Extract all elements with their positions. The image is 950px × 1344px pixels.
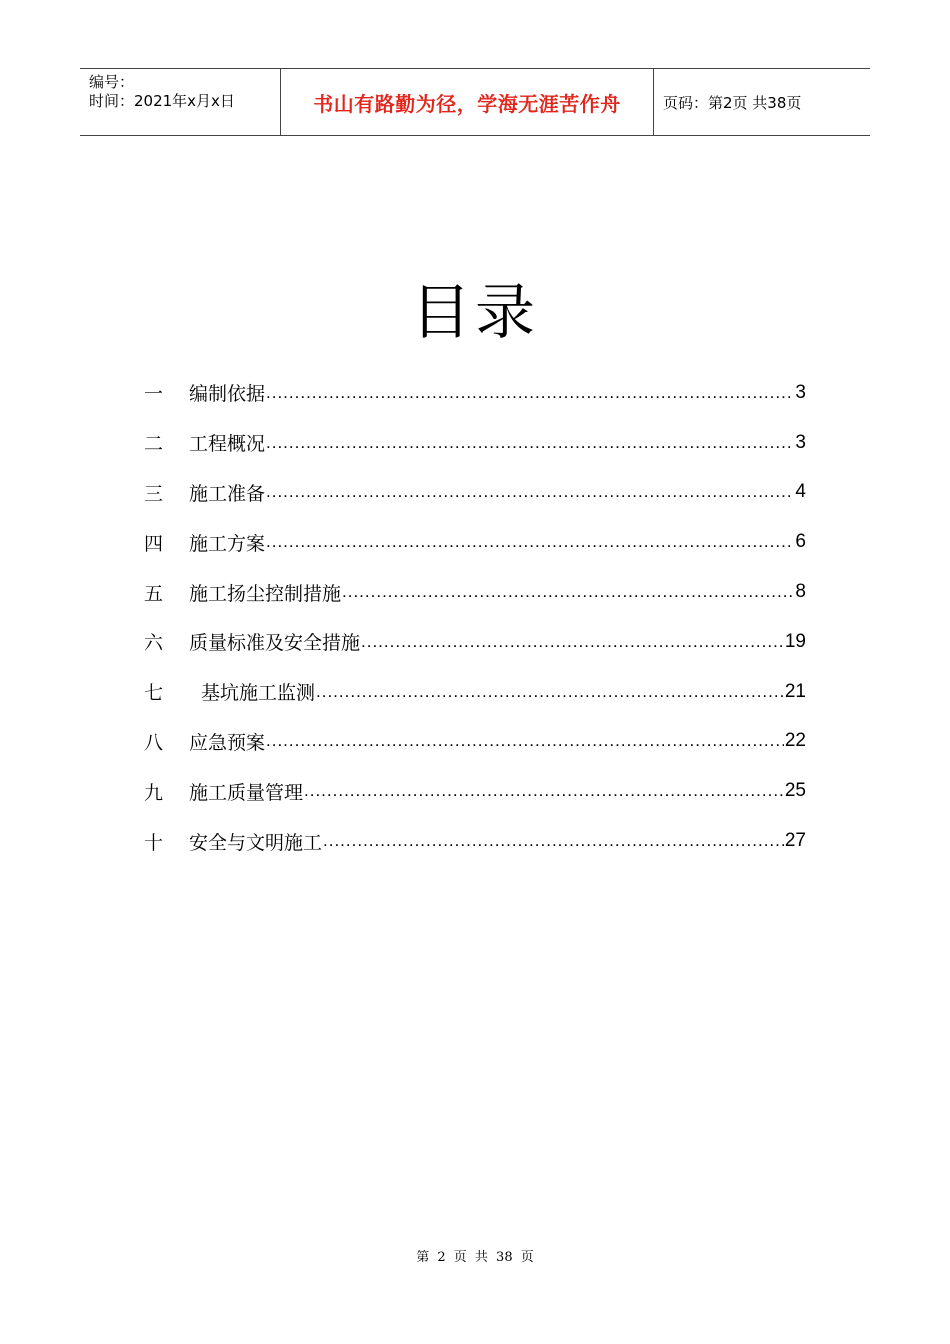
toc-entry[interactable] [144,667,806,717]
toc-entry[interactable] [144,418,806,468]
toc-entry[interactable] [144,766,806,816]
toc-entry[interactable] [144,368,806,418]
toc-entry-number: 九 [144,781,164,804]
toc-dot-leader [266,532,794,552]
toc-entry[interactable] [144,717,806,767]
toc-entry-label: 基坑施工监测 [201,682,316,705]
toc-dot-leader [316,682,784,702]
table-of-contents [144,368,806,866]
header-page-info: 页码：第2页 共38页 [663,93,802,112]
toc-entry-page: 4 [795,481,806,503]
toc-entry-number: 二 [144,433,164,456]
toc-entry-label: 质量标准及安全措施 [189,632,361,655]
document-time-label: 时间：2021年x月x日 [89,92,235,110]
toc-dot-leader [266,731,784,751]
toc-entry-number: 五 [144,582,164,605]
toc-entry-number: 十 [144,831,164,854]
toc-dot-leader [266,383,794,403]
toc-entry[interactable] [144,617,806,667]
toc-entry-number: 六 [144,632,164,655]
header-page-cell [654,69,870,135]
toc-entry-label: 施工准备 [189,482,266,505]
toc-entry-label: 施工扬尘控制措施 [189,582,342,605]
toc-entry-label: 安全与文明施工 [189,831,323,854]
page-header [80,68,870,136]
toc-entry-page: 3 [795,431,806,453]
toc-entry-number: 三 [144,482,164,505]
page-title: 目录 [411,278,539,348]
toc-dot-leader [342,582,794,602]
toc-entry-label: 工程概况 [189,433,266,456]
toc-dot-leader [361,632,784,652]
header-motto: 书山有路勤为径，学海无涯苦作舟 [313,91,621,116]
toc-entry-label: 施工质量管理 [189,781,304,804]
toc-entry-page: 25 [784,780,806,802]
toc-entry[interactable] [144,816,806,866]
header-motto-cell [281,69,654,135]
toc-entry-page: 19 [784,630,806,652]
toc-entry-number: 一 [144,383,164,406]
toc-entry[interactable] [144,468,806,518]
toc-dot-leader [266,433,794,453]
toc-entry-page: 3 [795,381,806,403]
toc-entry-label: 应急预案 [189,731,266,754]
toc-entry-label: 施工方案 [189,532,266,555]
toc-entry-page: 6 [795,531,806,553]
toc-entry[interactable] [144,517,806,567]
toc-entry-number: 八 [144,731,164,754]
toc-entry-label: 编制依据 [189,383,266,406]
toc-dot-leader [323,831,784,851]
toc-entry[interactable] [144,567,806,617]
toc-dot-leader [304,781,784,801]
toc-entry-page: 27 [784,830,806,852]
toc-entry-page: 21 [784,680,806,702]
toc-entry-number: 七 [144,682,164,705]
document-number-label: 编号： [89,73,135,91]
toc-entry-page: 22 [784,730,806,752]
toc-entry-page: 8 [795,581,806,603]
page-footer: 第 2 页 共 38 页 [416,1250,534,1265]
header-meta-cell [80,69,281,135]
toc-dot-leader [266,482,794,502]
toc-entry-number: 四 [144,532,164,555]
